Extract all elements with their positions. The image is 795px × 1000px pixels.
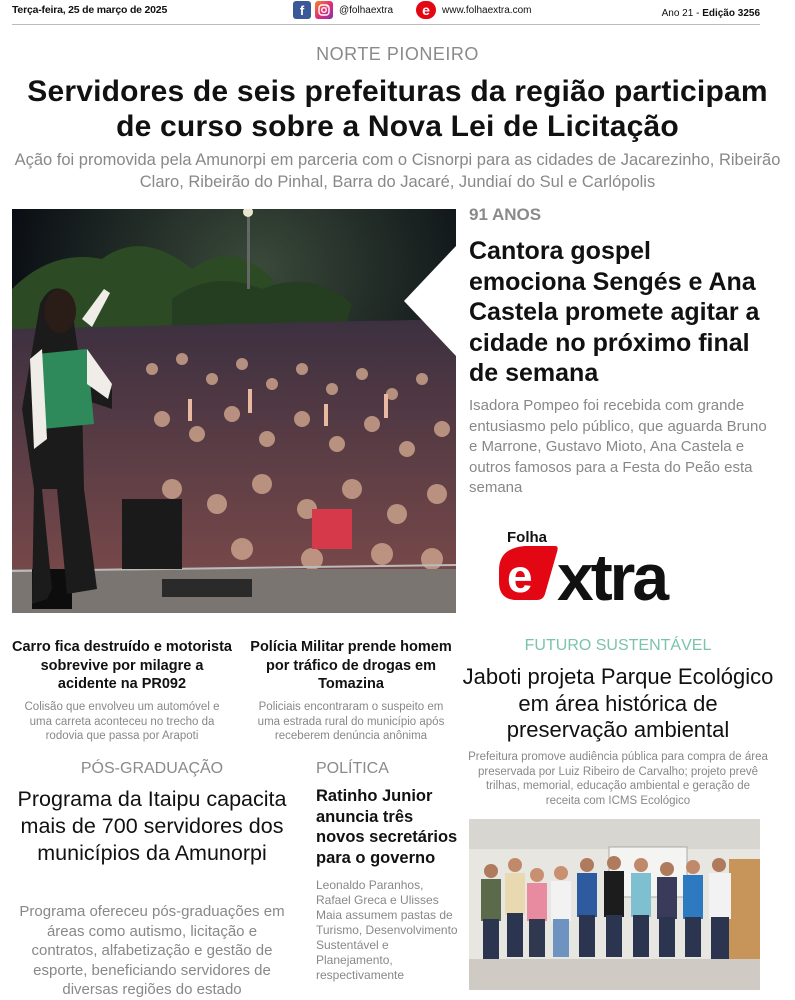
social-links [293, 1, 393, 19]
police-story-body: Policiais encontraram o suspeito em uma estrada rural do município após receberem denúncia anônima [257, 701, 445, 742]
logo-e-letter: e [507, 550, 533, 602]
car-story-body: Colisão que envolveu um automóvel e uma carreta aconteceu no trecho da rodovia que passa por Arapoti [24, 701, 220, 742]
group-photo[interactable] [469, 819, 760, 990]
politica-story-kicker: POLÍTICA [316, 760, 389, 777]
year-label: Ano 21 - [661, 8, 703, 19]
concert-photo[interactable] [12, 209, 456, 613]
jaboti-story-kicker: FUTURO SUSTENTÁVEL [524, 637, 712, 654]
instagram-icon[interactable] [315, 1, 333, 19]
photo-pointer [404, 246, 456, 356]
logo-xtra-text: xtra [557, 540, 667, 606]
folha-extra-logo[interactable] [497, 526, 737, 606]
edition-info [662, 8, 760, 19]
folha-extra-icon: e [416, 1, 436, 19]
feature-story-headline[interactable]: Cantora gospel emociona Sengés e Ana Castela promete agitar a cidade no próximo final de semana [469, 237, 760, 387]
logo-small-text: Folha [507, 529, 547, 546]
main-story-subtitle: Ação foi promovida pela Amunorpi em parceria com o Cisnorpi para as cidades de Jacarezinho, Ribeirão Claro, Ribeirão do Pinhal, Barra do Jacaré, Jundiaí do Sul e Carlópolis [14, 151, 781, 191]
car-story-headline[interactable]: Carro fica destruído e motorista sobrevive por milagre a acidente na PR092 [12, 639, 232, 692]
jaboti-story-body: Prefeitura promove audiência pública para compra de área preservada por Luiz Ribeiro de Carvalho; projeto prevê trilhas, memorial, educação ambiental e geração de receita com ICMS Ecológico [468, 751, 768, 807]
social-handle[interactable]: @folhaextra [339, 4, 394, 16]
jaboti-story-headline[interactable]: Jaboti projeta Parque Ecológico em área histórica de preservação ambiental [462, 664, 774, 742]
politica-story-headline[interactable]: Ratinho Junior anuncia três novos secretários para o governo [316, 787, 458, 867]
feature-story-kicker: 91 ANOS [469, 205, 542, 224]
facebook-icon[interactable]: f [293, 1, 311, 19]
website-link[interactable] [416, 1, 531, 19]
edition-number: Edição 3256 [702, 8, 760, 19]
main-story-headline[interactable]: Servidores de seis prefeituras da região participam de curso sobre a Nova Lei de Licitação [27, 75, 768, 143]
police-story-headline[interactable]: Polícia Militar prende homem por tráfico de drogas em Tomazina [250, 639, 452, 692]
itaipu-story-body: Programa ofereceu pós-graduações em áreas como autismo, licitação e contratos, alfabetização e gestão de esporte, beneficiando servidores de diversas regiões do estado [19, 903, 285, 998]
politica-story-body: Leonaldo Paranhos, Rafael Greca e Ulisses Maia assumem pastas de Turismo, Desenvolvimento Sustentável e Planejamento, respectivamente [316, 878, 458, 982]
itaipu-story-headline[interactable]: Programa da Itaipu capacita mais de 700 servidores dos municípios da Amunorpi [17, 787, 287, 865]
feature-story-subtitle: Isadora Pompeo foi recebida com grande entusiasmo pelo público, que aguarda Bruno e Marrone, Gustavo Mioto, Ana Castela e outros famosos para a Festa do Peão esta semana [469, 397, 767, 496]
main-story-kicker: NORTE PIONEIRO [316, 44, 479, 64]
itaipu-story-kicker: PÓS-GRADUAÇÃO [80, 760, 224, 777]
edition-date: Terça-feira, 25 de março de 2025 [12, 4, 168, 16]
header-divider [12, 24, 760, 25]
website-url[interactable]: www.folhaextra.com [442, 4, 532, 16]
